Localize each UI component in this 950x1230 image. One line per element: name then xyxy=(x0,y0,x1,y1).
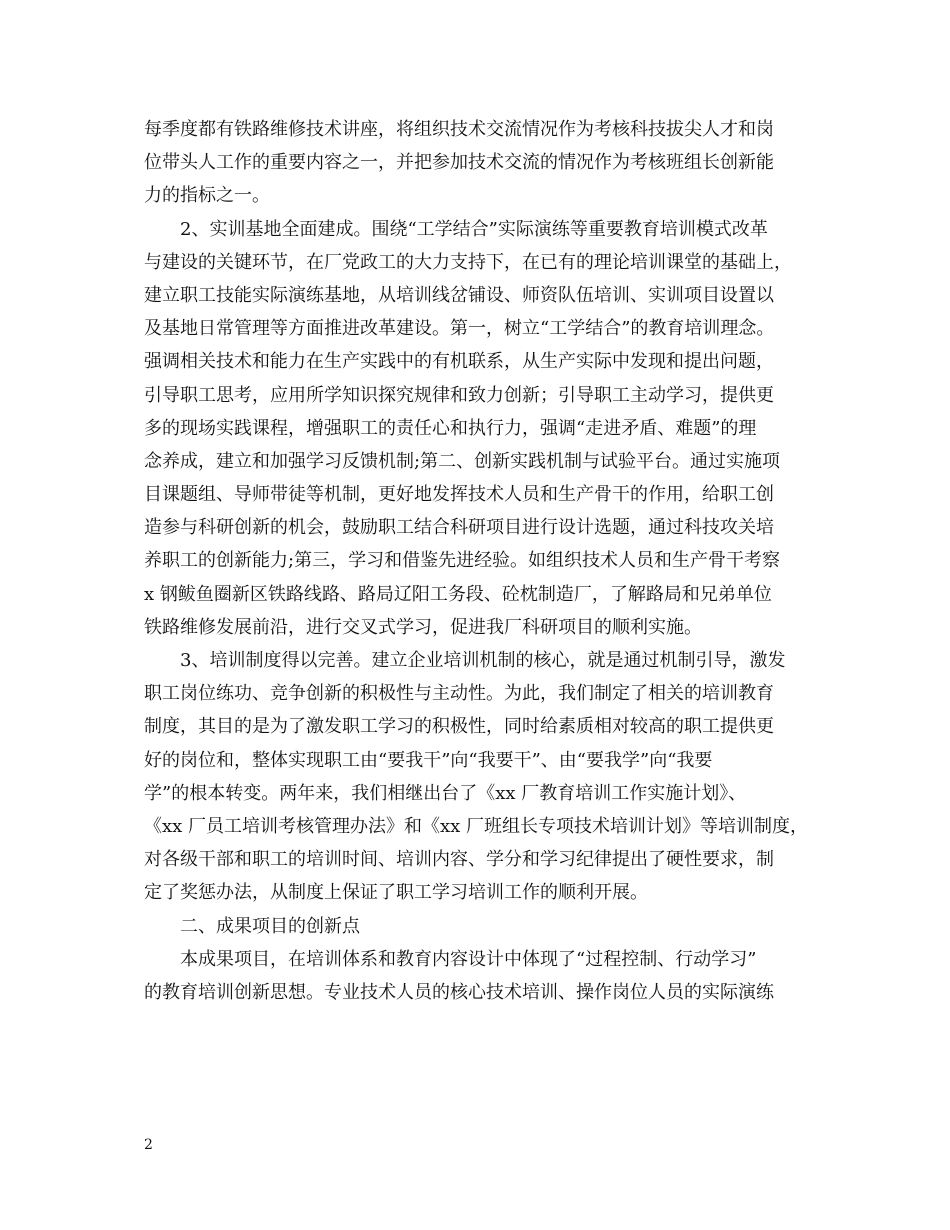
text-line: 与建设的关键环节，在厂党政工的大力支持下，在已有的理论培训课堂的基础上， xyxy=(144,251,792,273)
text-line: 引导职工思考，应用所学知识探究规律和致力创新；引导职工主动学习，提供更 xyxy=(144,384,774,406)
text-line: 及基地日常管理等方面推进改革建设。第一，树立“工学结合”的教育培训理念。 xyxy=(144,318,775,340)
text-line: 位带头人工作的重要内容之一，并把参加技术交流的情况作为考核班组长创新能 xyxy=(144,152,774,174)
text-line: 强调相关技术和能力在生产实践中的有机联系，从生产实际中发现和提出问题， xyxy=(144,351,774,373)
text-line: 3、培训制度得以完善。建立企业培训机制的核心，就是通过机制引导，激发 xyxy=(180,650,786,671)
document-body xyxy=(144,113,810,1009)
text-line: 《xx 厂员工培训考核管理办法》和《xx 厂班组长专项技术培训计划》等培训制度， xyxy=(144,815,809,837)
text-line: 好的岗位和，整体实现职工由“要我干”向“我要干”、由“要我学”向“我要 xyxy=(144,749,713,771)
text-line: 力的指标之一。 xyxy=(144,185,270,207)
text-line: 的教育培训创新思想。专业技术人员的核心技术培训、操作岗位人员的实际演练 xyxy=(144,981,774,1003)
text-line: 职工岗位练功、竞争创新的积极性与主动性。为此，我们制定了相关的培训教育 xyxy=(144,683,774,705)
text-line: 2、实训基地全面建成。围绕“工学结合”实际演练等重要教育培训模式改革 xyxy=(180,218,768,240)
text-line: 建立职工技能实际演练基地，从培训线岔铺设、师资队伍培训、实训项目设置以 xyxy=(144,284,774,306)
text-line: 对各级干部和职工的培训时间、培训内容、学分和学习纪律提出了硬性要求，制 xyxy=(144,849,774,871)
text-line: 目课题组、导师带徒等机制，更好地发挥技术人员和生产骨干的作用，给职工创 xyxy=(144,484,774,506)
text-line: 定了奖惩办法，从制度上保证了职工学习培训工作的顺利开展。 xyxy=(144,882,648,904)
text-line: 多的现场实践课程，增强职工的责任心和执行力，强调“走进矛盾、难题”的理 xyxy=(144,417,757,439)
text-line: 念养成，建立和加强学习反馈机制;第二、创新实践机制与试验平台。通过实施项 xyxy=(144,450,781,472)
text-line: x 钢鲅鱼圈新区铁路线路、路局辽阳工务段、砼枕制造厂，了解路局和兄弟单位 xyxy=(144,583,772,605)
text-line: 本成果项目，在培训体系和教育内容设计中体现了“过程控制、行动学习” xyxy=(180,948,757,970)
text-line: 铁路维修发展前沿，进行交叉式学习，促进我厂科研项目的顺利实施。 xyxy=(144,616,702,638)
text-line: 学”的根本转变。两年来，我们相继出台了《xx 厂教育培训工作实施计划》、 xyxy=(144,782,747,804)
text-line: 造参与科研创新的机会，鼓励职工结合科研项目进行设计选题，通过科技攻关培 xyxy=(144,517,774,539)
text-line: 制度，其目的是为了激发职工学习的积极性，同时给素质相对较高的职工提供更 xyxy=(144,716,774,738)
text-line: 养职工的创新能力;第三，学习和借鉴先进经验。如组织技术人员和生产骨干考察 xyxy=(144,550,781,572)
page-number: 2 xyxy=(144,1137,153,1153)
text-line: 二、成果项目的创新点 xyxy=(180,915,360,937)
text-line: 每季度都有铁路维修技术讲座，将组织技术交流情况作为考核科技拔尖人才和岗 xyxy=(144,119,774,140)
